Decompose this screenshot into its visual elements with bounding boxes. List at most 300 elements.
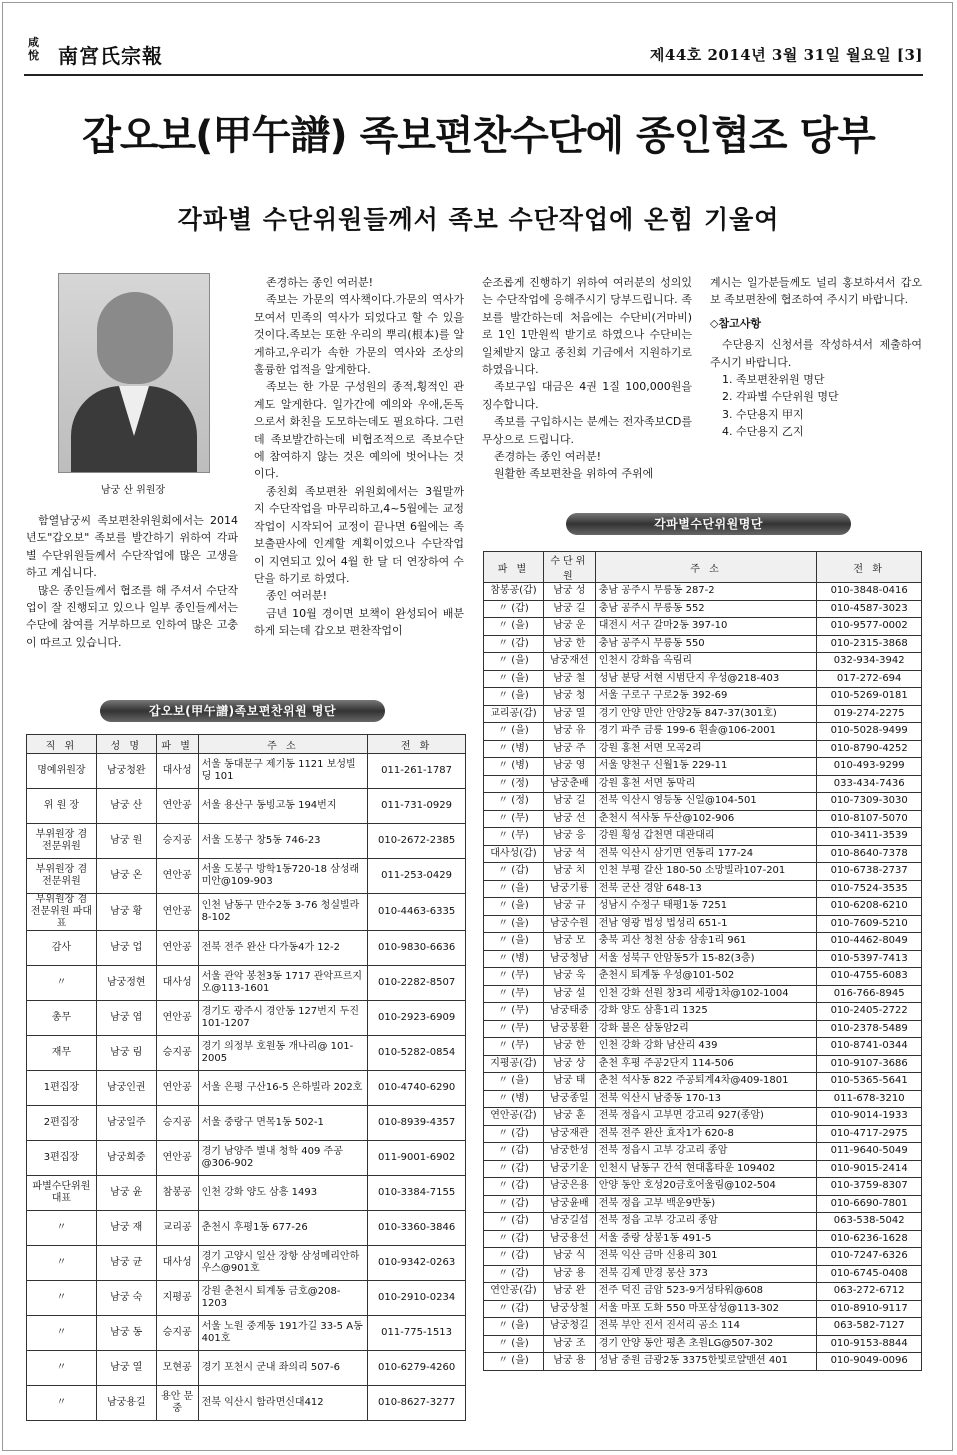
table-cell: 남궁 숙 xyxy=(96,1281,156,1316)
table-cell: 남궁 동 xyxy=(96,1316,156,1351)
table-cell: 〃 xyxy=(27,1351,97,1386)
table-cell: 전북 정읍시 고부 강고리 종암 xyxy=(595,1143,817,1161)
table-header-row xyxy=(27,735,466,754)
table-cell: 남궁 청 xyxy=(543,688,595,706)
table-cell: 〃 (갑) xyxy=(484,1125,544,1143)
table-cell: 〃 (갑) xyxy=(484,600,544,618)
table-cell: 전북 익산시 삼기면 연동리 177-24 xyxy=(595,845,817,863)
table-cell: 대사성 xyxy=(156,1246,198,1281)
table-cell: 남궁 산 xyxy=(96,789,156,824)
table-cell: 경기 고양시 일산 장항 삼성메리안하우스@901호 xyxy=(198,1246,368,1281)
table-cell: 〃 (병) xyxy=(484,950,544,968)
table-cell: 010-4463-6335 xyxy=(368,894,466,931)
table-cell: 남궁 설 xyxy=(543,985,595,1003)
table-cell: 서울 용산구 동빙고동 194번지 xyxy=(198,789,368,824)
table-cell: 010-6690-7801 xyxy=(817,1195,922,1213)
table-cell: 〃 (갑) xyxy=(484,1178,544,1196)
table-row xyxy=(484,1020,922,1038)
table-cell: 성남 중원 금광2동 3375한빛로얄맨션 401 xyxy=(595,1353,817,1371)
table-row xyxy=(484,705,922,723)
table-row xyxy=(27,1071,466,1106)
table-cell: 파별수단위원 대표 xyxy=(27,1176,97,1211)
table-cell: 〃 (을) xyxy=(484,880,544,898)
table-cell: 〃 (무) xyxy=(484,810,544,828)
table-row xyxy=(27,966,466,1001)
table-cell: 2편집장 xyxy=(27,1106,97,1141)
table-cell: 남궁용선 xyxy=(543,1230,595,1248)
table-cell: 〃 (을) xyxy=(484,933,544,951)
table-cell: 〃 (갑) xyxy=(484,1265,544,1283)
table-cell: 010-9577-0002 xyxy=(817,618,922,636)
table-row xyxy=(484,898,922,916)
table-cell: 남궁 길 xyxy=(543,793,595,811)
table-row xyxy=(484,670,922,688)
table-row xyxy=(484,933,922,951)
table-cell: 남궁 림 xyxy=(96,1036,156,1071)
table-row xyxy=(27,1001,466,1036)
table-cell: 남궁용길 xyxy=(96,1386,156,1421)
table-cell: 남궁춘배 xyxy=(543,775,595,793)
table-cell: 〃 (을) xyxy=(484,1353,544,1371)
table-row xyxy=(27,789,466,824)
table-cell: 경기 파주 금릉 199-6 휜솔@106-2001 xyxy=(595,723,817,741)
table-cell: 남궁 선 xyxy=(543,810,595,828)
table-cell: 연안공 xyxy=(156,894,198,931)
table-cell: 〃 xyxy=(27,1316,97,1351)
table-row xyxy=(27,1036,466,1071)
table-row xyxy=(484,1055,922,1073)
table-cell: 경기 포천시 군내 좌의리 507-6 xyxy=(198,1351,368,1386)
table-cell: 010-9015-2414 xyxy=(817,1160,922,1178)
table-row xyxy=(484,1283,922,1301)
table-cell: 인천시 남동구 간석 현대홈타운 109402 xyxy=(595,1160,817,1178)
table-row xyxy=(484,950,922,968)
table-cell: 010-8107-5070 xyxy=(817,810,922,828)
table-cell: 인천시 강화읍 옥림리 xyxy=(595,653,817,671)
table-cell: 연안공 xyxy=(156,1001,198,1036)
table-cell: 011-678-3210 xyxy=(817,1090,922,1108)
table-cell: 남궁 석 xyxy=(543,845,595,863)
table-row xyxy=(27,1106,466,1141)
table-cell: 남궁기룡 xyxy=(543,880,595,898)
table-cell: 010-3848-0416 xyxy=(817,583,922,601)
table-row xyxy=(484,880,922,898)
table-cell: 010-5028-9499 xyxy=(817,723,922,741)
table-cell: 〃 (무) xyxy=(484,1003,544,1021)
table-cell: 남궁기운 xyxy=(543,1160,595,1178)
table-cell: 〃 (갑) xyxy=(484,863,544,881)
table-cell: 강화 양도 삼흥1리 1325 xyxy=(595,1003,817,1021)
table-cell: 춘천시 퇴계동 우성@101-502 xyxy=(595,968,817,986)
table-row xyxy=(27,1281,466,1316)
table-cell: 대사성(갑) xyxy=(484,845,544,863)
table-cell: 〃 (무) xyxy=(484,968,544,986)
notes-title: ◇참고사항 xyxy=(710,316,761,330)
table-cell: 지평공 xyxy=(156,1281,198,1316)
table-cell: 〃 (무) xyxy=(484,1020,544,1038)
table-cell: 남궁 재 xyxy=(96,1211,156,1246)
table-cell: 서울 은평 구산16-5 은하빌라 202호 xyxy=(198,1071,368,1106)
table-cell: 010-7309-3030 xyxy=(817,793,922,811)
table-row xyxy=(484,635,922,653)
column-header: 파 별 xyxy=(484,552,544,583)
photo-caption: 남궁 산 위원장 xyxy=(100,485,166,496)
article-paragraph: 족보구입 대금은 4권 1질 100,000원을 징수합니다. xyxy=(482,380,692,411)
table-row xyxy=(484,1318,922,1336)
table-row xyxy=(484,1143,922,1161)
table-cell: 남궁길섭 xyxy=(543,1213,595,1231)
committee-list-banner: 갑오보(甲午譜)족보편찬위원 명단 xyxy=(100,700,385,722)
table-cell: 서울 마포 도화 550 마포삼성@113-302 xyxy=(595,1300,817,1318)
table-cell: 전북 김제 만경 몽산 373 xyxy=(595,1265,817,1283)
table-row xyxy=(484,985,922,1003)
table-cell: 032-934-3942 xyxy=(817,653,922,671)
table-cell: 서울 구로구 구로2동 392-69 xyxy=(595,688,817,706)
table-cell: 강원 횡성 갑천면 대관대리 xyxy=(595,828,817,846)
table-row xyxy=(27,1176,466,1211)
table-cell: 전북 익산 금마 신용리 301 xyxy=(595,1248,817,1266)
table-cell: 〃 (병) xyxy=(484,740,544,758)
table-cell: 전북 전주 완산 다가동4가 12-2 xyxy=(198,931,368,966)
table-cell: 남궁 용 xyxy=(543,1265,595,1283)
table-cell: 〃 (을) xyxy=(484,898,544,916)
table-cell: 010-8790-4252 xyxy=(817,740,922,758)
masthead xyxy=(24,36,923,76)
table-cell: 남궁청남 xyxy=(543,950,595,968)
table-row xyxy=(484,740,922,758)
table-row xyxy=(484,968,922,986)
table-cell: 〃 (을) xyxy=(484,618,544,636)
article-paragraph: 순조롭게 진행하기 위하여 여러분의 성의있는 수단작업에 응해주시기 당부드립니다. 족보를 발간하는데 처음에는 수단비(거마비)로 1인 1만원씩 받기로 하였으나 수단비는 일체받지 않고 종친회 기금에서 지원하기로 하였읍니다. xyxy=(482,276,692,377)
table-cell: 남궁 조 xyxy=(543,1335,595,1353)
table-cell: 전북 전주 완산 효자1가 620-8 xyxy=(595,1125,817,1143)
table-cell: 〃 (정) xyxy=(484,793,544,811)
table-cell: 〃 xyxy=(27,1281,97,1316)
table-cell: 남궁 운 xyxy=(543,618,595,636)
table-cell: 010-3759-8307 xyxy=(817,1178,922,1196)
table-cell: 강원 홍천 서면 모곡2리 xyxy=(595,740,817,758)
article-paragraph: 원활한 족보편찬을 위하여 주위에 xyxy=(494,467,654,481)
table-cell: 010-8741-0344 xyxy=(817,1038,922,1056)
table-cell: 경기도 광주시 경안동 127번지 두진101-1207 xyxy=(198,1001,368,1036)
table-cell: 010-4740-6290 xyxy=(368,1071,466,1106)
table-cell: 010-7524-3535 xyxy=(817,880,922,898)
table-cell: 남궁 모 xyxy=(543,933,595,951)
table-row xyxy=(484,845,922,863)
table-cell: 남궁 태 xyxy=(543,1073,595,1091)
table-cell: 남궁수원 xyxy=(543,915,595,933)
table-cell: 남궁 영 xyxy=(543,758,595,776)
table-cell: 남궁 원 xyxy=(96,824,156,859)
table-cell: 010-6738-2737 xyxy=(817,863,922,881)
table-row xyxy=(27,894,466,931)
table-cell: 〃 (을) xyxy=(484,670,544,688)
table-cell: 남궁 주 xyxy=(543,740,595,758)
table-cell: 〃 (을) xyxy=(484,1335,544,1353)
table-cell: 〃 xyxy=(27,1211,97,1246)
table-cell: 서울 노원 중계동 191가길 33-5 A동 401호 xyxy=(198,1316,368,1351)
table-row xyxy=(484,1073,922,1091)
table-cell: 전주 덕진 금암 523-9거성타워@608 xyxy=(595,1283,817,1301)
table-cell: 승지공 xyxy=(156,1316,198,1351)
committee-table xyxy=(26,734,466,1421)
table-cell: 1편집장 xyxy=(27,1071,97,1106)
table-cell: 승지공 xyxy=(156,824,198,859)
table-cell: 〃 xyxy=(27,1386,97,1421)
table-row xyxy=(484,1353,922,1371)
table-row xyxy=(27,1386,466,1421)
table-cell: 010-9107-3686 xyxy=(817,1055,922,1073)
table-cell: 010-5269-0181 xyxy=(817,688,922,706)
table-row xyxy=(484,915,922,933)
notes-item: 1. 족보편찬위원 명단 xyxy=(722,373,825,387)
table-cell: 남궁 규 xyxy=(543,898,595,916)
table-row xyxy=(484,1090,922,1108)
table-cell: 〃 (을) xyxy=(484,688,544,706)
table-cell: 3편집장 xyxy=(27,1141,97,1176)
table-cell: 063-272-6712 xyxy=(817,1283,922,1301)
column-header: 성 명 xyxy=(96,735,156,754)
column-header: 주 소 xyxy=(198,735,368,754)
table-cell: 서울 중랑 상봉1동 491-5 xyxy=(595,1230,817,1248)
table-cell: 성남시 수정구 태평1동 7251 xyxy=(595,898,817,916)
table-cell: 충남 공주시 무릉동 552 xyxy=(595,600,817,618)
article-col-4 xyxy=(710,274,922,441)
table-row xyxy=(484,618,922,636)
table-cell: 〃 (갑) xyxy=(484,1230,544,1248)
table-cell: 남궁태중 xyxy=(543,1003,595,1021)
table-row xyxy=(484,583,922,601)
table-cell: 033-434-7436 xyxy=(817,775,922,793)
article-col-3 xyxy=(482,274,692,483)
table-cell: 010-9342-0263 xyxy=(368,1246,466,1281)
table-cell: 남궁청길 xyxy=(543,1318,595,1336)
table-cell: 남궁희중 xyxy=(96,1141,156,1176)
table-row xyxy=(27,859,466,894)
table-cell: 남궁 한 xyxy=(543,1038,595,1056)
table-row xyxy=(484,1230,922,1248)
table-cell: 전북 익산시 함라면신대412 xyxy=(198,1386,368,1421)
table-cell: 남궁 온 xyxy=(96,859,156,894)
table-cell: 010-6208-6210 xyxy=(817,898,922,916)
table-row xyxy=(484,723,922,741)
table-cell: 명예위원장 xyxy=(27,754,97,789)
table-cell: 〃 (무) xyxy=(484,1038,544,1056)
table-cell: 010-8939-4357 xyxy=(368,1106,466,1141)
table-cell: 010-6745-0408 xyxy=(817,1265,922,1283)
article-col-1 xyxy=(26,512,238,651)
table-cell: 〃 (갑) xyxy=(484,1143,544,1161)
table-cell: 010-4717-2975 xyxy=(817,1125,922,1143)
table-cell: 남궁 균 xyxy=(96,1246,156,1281)
table-cell: 남궁 엽 xyxy=(96,1001,156,1036)
table-cell: 〃 xyxy=(27,966,97,1001)
table-cell: 교리공(갑) xyxy=(484,705,544,723)
table-cell: 010-4587-3023 xyxy=(817,600,922,618)
table-cell: 성남 분당 서현 시범단지 우성@218-403 xyxy=(595,670,817,688)
table-cell: 〃 xyxy=(27,1246,97,1281)
table-cell: 충남 공주시 무릉동 287-2 xyxy=(595,583,817,601)
table-row xyxy=(27,1246,466,1281)
table-cell: 010-6236-1628 xyxy=(817,1230,922,1248)
table-cell: 남궁한성 xyxy=(543,1143,595,1161)
article-paragraph: 존경하는 종인 여러분! xyxy=(266,276,374,289)
table-cell: 남궁 상 xyxy=(543,1055,595,1073)
table-cell: 〃 (무) xyxy=(484,828,544,846)
table-cell: 남궁 열 xyxy=(543,705,595,723)
table-cell: 010-4462-8049 xyxy=(817,933,922,951)
table-cell: 전북 익산시 영등동 신일@104-501 xyxy=(595,793,817,811)
table-row xyxy=(484,1038,922,1056)
table-cell: 강화 불은 삼동암2리 xyxy=(595,1020,817,1038)
table-row xyxy=(27,1316,466,1351)
table-cell: 인천 강화 강화 남산리 439 xyxy=(595,1038,817,1056)
table-row xyxy=(27,824,466,859)
table-cell: 서울 관악 봉천3동 1717 관악프르지오@113-1601 xyxy=(198,966,368,1001)
table-cell: 대사성 xyxy=(156,966,198,1001)
article-col-2 xyxy=(254,274,464,640)
table-cell: 063-582-7127 xyxy=(817,1318,922,1336)
table-cell: 부위원장 겸 전문위원 xyxy=(27,859,97,894)
table-cell: 〃 (갑) xyxy=(484,635,544,653)
table-row xyxy=(27,1211,466,1246)
table-cell: 016-766-8945 xyxy=(817,985,922,1003)
table-cell: 남궁 철 xyxy=(543,670,595,688)
table-cell: 교리공 xyxy=(156,1211,198,1246)
table-cell: 〃 (갑) xyxy=(484,1195,544,1213)
table-cell: 승지공 xyxy=(156,1036,198,1071)
table-cell: 참봉공 xyxy=(156,1176,198,1211)
table-row xyxy=(484,1108,922,1126)
table-cell: 서울 중랑구 면목1동 502-1 xyxy=(198,1106,368,1141)
table-cell: 011-9640-5049 xyxy=(817,1143,922,1161)
table-cell: 서울 도봉구 창5동 746-23 xyxy=(198,824,368,859)
table-cell: 남궁상철 xyxy=(543,1300,595,1318)
table-row xyxy=(484,1335,922,1353)
table-cell: 춘천시 후평1동 677-26 xyxy=(198,1211,368,1246)
table-cell: 010-6279-4260 xyxy=(368,1351,466,1386)
table-cell: 서울 동대문구 제기동 1121 보성빌딩 101 xyxy=(198,754,368,789)
table-cell: 남궁 치 xyxy=(543,863,595,881)
table-cell: 경기 안양 동안 평촌 초원LG@507-302 xyxy=(595,1335,817,1353)
table-row xyxy=(484,793,922,811)
table-row xyxy=(484,1248,922,1266)
article-paragraph: 족보를 구입하시는 분께는 전자족보CD를 무상으로 드립니다. xyxy=(482,415,692,446)
table-cell: 〃 (을) xyxy=(484,1318,544,1336)
newspaper-name: 南宮氏宗報 xyxy=(58,44,163,68)
column-header: 전 화 xyxy=(817,552,922,583)
table-cell: 전북 익산시 남중동 170-13 xyxy=(595,1090,817,1108)
table-cell: 모현공 xyxy=(156,1351,198,1386)
table-cell: 전북 군산 경암 648-13 xyxy=(595,880,817,898)
table-cell: 인천 부평 갈산 180-50 소망빌라107-201 xyxy=(595,863,817,881)
table-cell: 서울 성북구 안암동5가 15-82(3층) xyxy=(595,950,817,968)
table-cell: 연안공(갑) xyxy=(484,1283,544,1301)
table-cell: 경기 안양 만안 안양2동 847-37(301호) xyxy=(595,705,817,723)
table-cell: 011-9001-6902 xyxy=(368,1141,466,1176)
table-cell: 010-2405-2722 xyxy=(817,1003,922,1021)
table-cell: 010-7609-5210 xyxy=(817,915,922,933)
notes-item: 3. 수단용지 甲지 xyxy=(722,407,804,421)
table-row xyxy=(27,1351,466,1386)
table-cell: 〃 (갑) xyxy=(484,1160,544,1178)
table-cell: 〃 (을) xyxy=(484,653,544,671)
table-cell: 남궁 윤 xyxy=(96,1176,156,1211)
table-cell: 인천 강화 양도 삼흥 1493 xyxy=(198,1176,368,1211)
table-cell: 충북 괴산 청천 삼송 삼송1리 961 xyxy=(595,933,817,951)
table-row xyxy=(484,863,922,881)
table-cell: 010-3411-3539 xyxy=(817,828,922,846)
table-row xyxy=(27,931,466,966)
table-cell: 010-9153-8844 xyxy=(817,1335,922,1353)
table-cell: 춘천 석사동 822 주공퇴계4차@409-1801 xyxy=(595,1073,817,1091)
table-cell: 총무 xyxy=(27,1001,97,1036)
table-cell: 〃 (을) xyxy=(484,915,544,933)
table-cell: 남궁재선 xyxy=(543,653,595,671)
table-cell: 남궁 완 xyxy=(543,1283,595,1301)
table-cell: 남궁종일 xyxy=(543,1090,595,1108)
table-cell: 대전시 서구 갈마2동 397-10 xyxy=(595,618,817,636)
table-cell: 전북 정읍 고부 백운9반동) xyxy=(595,1195,817,1213)
table-cell: 010-5397-7413 xyxy=(817,950,922,968)
article-paragraph: 족보는 가문의 역사책이다.가문의 역사가 모여서 민족의 역사가 되었다고 할 수 있을 것이다.족보는 또한 우리의 뿌리(根本)를 알게하고,우리가 속한 가문의 역사와 조상의 훌륭한 업적을 알게한다. xyxy=(254,293,464,377)
table-cell: 서울 도봉구 방학1동720-18 삼성래미안@109-903 xyxy=(198,859,368,894)
column-header: 주 소 xyxy=(595,552,817,583)
table-row xyxy=(484,1003,922,1021)
table-cell: 재무 xyxy=(27,1036,97,1071)
table-cell: 010-2315-3868 xyxy=(817,635,922,653)
table-cell: 010-9014-1933 xyxy=(817,1108,922,1126)
table-cell: 010-8910-9117 xyxy=(817,1300,922,1318)
table-row xyxy=(484,810,922,828)
article-paragraph: 금년 10월 경이면 보책이 완성되어 배분하게 되는데 갑오보 편찬작업이 xyxy=(254,606,464,638)
table-cell: 남궁 한 xyxy=(543,635,595,653)
issue-info: 제44호 2014년 3월 31일 월요일 [3] xyxy=(649,46,923,64)
table-cell: 010-7247-6326 xyxy=(817,1248,922,1266)
table-cell: 전남 영광 법성 법성리 651-1 xyxy=(595,915,817,933)
table-cell: 인천 강화 선원 창3리 세광1차@102-1004 xyxy=(595,985,817,1003)
table-cell: 〃 (병) xyxy=(484,758,544,776)
table-cell: 연안공(갑) xyxy=(484,1108,544,1126)
table-row xyxy=(484,1300,922,1318)
column-header: 수단위원 xyxy=(543,552,595,583)
table-cell: 강원 춘천시 퇴계동 금호@208-1203 xyxy=(198,1281,368,1316)
portrait-photo xyxy=(58,273,210,473)
table-cell: 남궁봉환 xyxy=(543,1020,595,1038)
table-row xyxy=(484,600,922,618)
table-cell: 남궁정현 xyxy=(96,966,156,1001)
column-header: 전 화 xyxy=(368,735,466,754)
table-cell: 연안공 xyxy=(156,1071,198,1106)
table-cell: 남궁 유 xyxy=(543,723,595,741)
masthead-side-mark: 咸悅 xyxy=(28,36,39,62)
article-paragraph: 종인 여러분! xyxy=(266,589,328,603)
table-cell: 감사 xyxy=(27,931,97,966)
table-cell: 부위원장 겸 전문위원 파대표 xyxy=(27,894,97,931)
table-cell: 011-731-0929 xyxy=(368,789,466,824)
table-row xyxy=(484,688,922,706)
table-cell: 연안공 xyxy=(156,1141,198,1176)
table-cell: 남궁 성 xyxy=(543,583,595,601)
table-cell: 019-274-2275 xyxy=(817,705,922,723)
table-cell: 남궁 식 xyxy=(543,1248,595,1266)
table-cell: 〃 (병) xyxy=(484,1090,544,1108)
table-cell: 017-272-694 xyxy=(817,670,922,688)
table-cell: 춘천시 석사동 두산@102-906 xyxy=(595,810,817,828)
table-cell: 경기 남양주 별내 청학 409 주공@306-902 xyxy=(198,1141,368,1176)
table-row xyxy=(27,754,466,789)
subheadline: 각파별 수단위원들께서 족보 수단작업에 온힘 기울여 xyxy=(177,205,780,234)
